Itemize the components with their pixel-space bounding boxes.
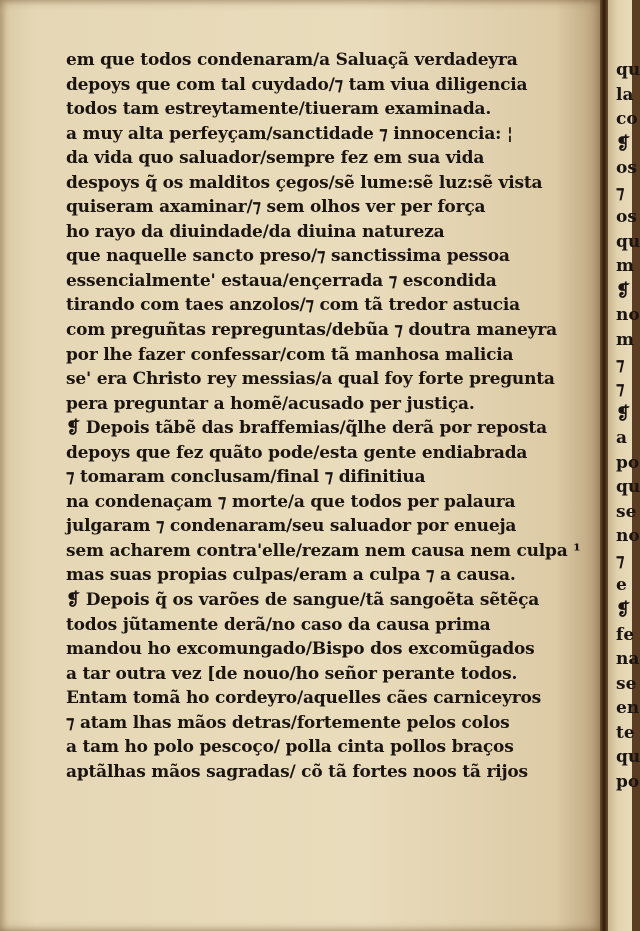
facing-line-fragment: ❡ [616,403,631,424]
facing-line-fragment: fe [616,624,635,645]
text-line: tirando com taes anzolos/⁊ com tã tredor astucia [66,295,520,316]
text-line: julgaram ⁊ condenaram/seu saluador por enueja [66,516,517,537]
facing-line-fragment: se [616,501,637,522]
text-line: a tar outra vez [de nouo/ho señor perante todos. [66,663,518,684]
text-line: todos jũtamente derã/no caso da causa prima [66,614,491,635]
text-block [66,48,598,784]
facing-line-fragment: ❡ [616,600,631,621]
text-line: a tam ho polo pescoço/ polla cinta pollos braços [66,737,514,758]
facing-line-fragment: ❡ [616,133,631,154]
facing-line-fragment: po [616,771,640,792]
text-line: despoys q̃ os malditos çegos/sẽ lume:sẽ luz:sẽ vista [66,172,543,193]
text-line: em que todos condenaram/a Saluaçã verdadeyra [66,50,518,70]
facing-line-fragment: qu [616,477,640,498]
facing-page-text [616,58,640,794]
text-line: que naquelle sancto preso/⁊ sanctissima pessoa [66,246,510,267]
text-line: aptãlhas mãos sagradas/ cõ tã fortes noos tã rijos [66,761,528,782]
text-line: na condenaçam ⁊ morte/a que todos per palaura [66,491,516,512]
text-line: depoys que com tal cuydado/⁊ tam viua diligencia [66,74,528,95]
text-line: quiseram axaminar/⁊ sem olhos ver per força [66,197,486,218]
facing-line-fragment: m [616,256,634,277]
text-line: todos tam estreytamente/tiueram examinada. [66,99,492,120]
facing-line-fragment: m [616,330,634,351]
book-gutter [600,0,608,931]
facing-line-fragment: os [616,207,637,228]
facing-line-fragment: os [616,158,637,179]
text-line: Entam tomã ho cordeyro/aquelles cães carniceyros [66,688,541,709]
text-line: ⁊ atam lhas mãos detras/fortemente pelos colos [66,712,510,733]
facing-line-fragment: po [616,452,640,473]
text-line: depoys que fez quãto pode/esta gente endiabrada [66,442,528,463]
facing-line-fragment: en [616,698,640,719]
text-line: pera preguntar a homẽ/acusado per justiça. [66,393,475,414]
text-line: da vida quo saluador/sempre fez em sua vida [66,148,485,169]
text-line: se' era Christo rey messias/a qual foy forte pregunta [66,369,555,390]
facing-line-fragment: no [616,305,640,326]
facing-page-edge [608,0,640,931]
facing-line-fragment: ⁊ [616,550,625,571]
text-line: ⁊ tomaram conclusam/final ⁊ difinitiua [66,467,426,488]
facing-line-fragment: qu [616,231,640,252]
facing-line-fragment: a [616,428,628,449]
facing-line-fragment: qu [616,747,640,768]
facing-line-fragment: e [616,575,627,596]
facing-line-fragment: te [616,722,635,743]
facing-line-fragment: co [616,109,638,130]
text-line: com preguñtas repreguntas/debũa ⁊ doutra maneyra [66,320,557,341]
text-line: a muy alta perfeyçam/sanctidade ⁊ innocencia: ¦ [66,123,513,144]
text-line: ❡ Depois tãbẽ das braffemias/q̃lhe derã por reposta [66,418,547,439]
facing-line-fragment: ❡ [616,280,631,301]
text-line: mandou ho excomungado/Bispo dos excomũgados [66,639,535,660]
facing-line-fragment: se [616,673,637,694]
facing-line-fragment: qu [616,60,640,80]
text-line: mas suas propias culpas/eram a culpa ⁊ a causa. [66,565,516,586]
text-line: sem acharem contra'elle/rezam nem causa nem culpa ¹ [66,540,581,561]
facing-line-fragment: la [616,84,634,105]
text-line: ❡ Depois q̃ os varões de sangue/tã sangoẽta sẽtẽça [66,590,540,611]
text-line: ho rayo da diuindade/da diuina natureza [66,221,445,242]
text-line: essencialmente' estaua/ençerrada ⁊ escondida [66,270,497,291]
facing-line-fragment: ⁊ [616,354,625,375]
facing-line-fragment: ⁊ [616,182,625,203]
facing-line-fragment: ⁊ [616,379,625,400]
text-line: por lhe fazer confessar/com tã manhosa malicia [66,344,514,365]
facing-line-fragment: na [616,649,640,670]
facing-line-fragment: no [616,526,640,547]
